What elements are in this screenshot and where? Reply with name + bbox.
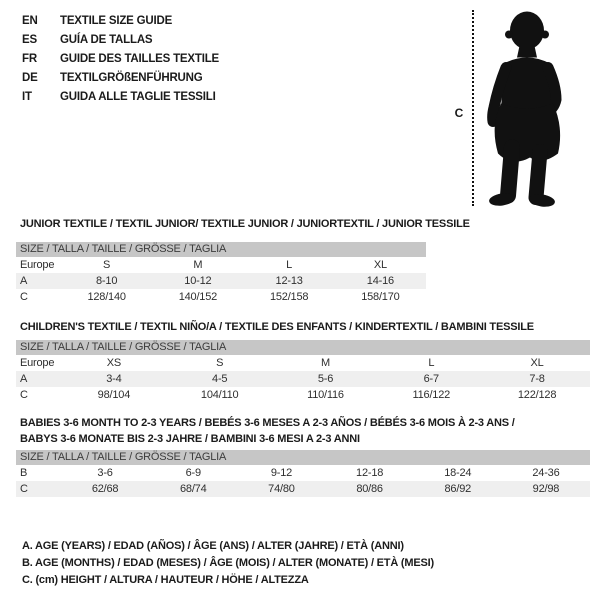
size-header-bar: SIZE / TALLA / TAILLE / GRÖSSE / TAGLIA	[16, 340, 590, 355]
cell: 24-36	[532, 467, 560, 479]
cell: 122/128	[517, 389, 557, 401]
babies-section-title	[20, 415, 515, 447]
table-row	[16, 355, 590, 371]
cell: 14-16	[366, 275, 394, 287]
cell: 68/74	[179, 483, 207, 495]
cell: 140/152	[178, 291, 218, 303]
language-code: FR	[22, 53, 37, 65]
height-measure-label: C	[454, 106, 464, 120]
cell: 18-24	[444, 467, 472, 479]
language-legend	[22, 12, 219, 107]
cell: 158/170	[361, 291, 400, 303]
babies-title-line-2: BABYS 3-6 MONATE BIS 2-3 JAHRE / BAMBINI 3-6 MESI A 2-3 ANNI	[20, 433, 360, 445]
cell: 152/158	[269, 291, 309, 303]
language-label: GUIDA ALLE TAGLIE TESSILI	[60, 91, 216, 103]
table-row	[16, 257, 426, 273]
cell: 12-13	[275, 275, 303, 287]
language-code: DE	[22, 72, 38, 84]
babies-size-table	[16, 450, 590, 497]
row-label: A	[20, 373, 28, 385]
footnote-b: B. AGE (MONTHS) / EDAD (MESES) / ÂGE (MOIS) / ALTER (MONATE) / ETÀ (MESI)	[22, 557, 434, 569]
table-row	[16, 481, 590, 497]
cell: 80/86	[356, 483, 383, 495]
row-label: A	[20, 275, 28, 287]
table-row	[16, 465, 590, 481]
cell: 92/98	[532, 483, 560, 495]
language-label: TEXTILGRÖßENFÜHRUNG	[60, 72, 203, 84]
language-code: EN	[22, 15, 38, 27]
language-code: IT	[22, 91, 32, 103]
language-row-de	[22, 69, 219, 88]
cell: 3-4	[106, 373, 122, 385]
footnote-c: C. (cm) HEIGHT / ALTURA / HAUTEUR / HÖHE / ALTEZZA	[22, 574, 309, 586]
table-row	[16, 289, 426, 305]
row-label: C	[20, 291, 28, 303]
cell: 6-9	[185, 467, 201, 479]
language-label: GUIDE DES TAILLES TEXTILE	[60, 53, 219, 65]
cell: L	[428, 357, 435, 369]
cell: 86/92	[444, 483, 472, 495]
footnote-a: A. AGE (YEARS) / EDAD (AÑOS) / ÂGE (ANS) / ALTER (JAHRE) / ETÀ (ANNI)	[22, 540, 404, 552]
table-row	[16, 387, 590, 403]
language-row-fr	[22, 50, 219, 69]
cell: 4-5	[212, 373, 228, 385]
language-code: ES	[22, 34, 37, 46]
toddler-silhouette-icon	[482, 7, 578, 208]
cell: S	[103, 259, 111, 271]
junior-section-title: JUNIOR TEXTILE / TEXTIL JUNIOR/ TEXTILE JUNIOR / JUNIORTEXTIL / JUNIOR TESSILE	[20, 218, 470, 230]
cell: 110/116	[307, 389, 344, 401]
babies-title-line-1: BABIES 3-6 MONTH TO 2-3 YEARS / BEBÉS 3-6 MESES A 2-3 AÑOS / BÉBÉS 3-6 MOIS À 2-3 ANS /	[20, 417, 515, 429]
cell: 7-8	[529, 373, 545, 385]
cell: 6-7	[423, 373, 439, 385]
size-header-bar: SIZE / TALLA / TAILLE / GRÖSSE / TAGLIA	[16, 450, 590, 465]
cell: S	[216, 357, 224, 369]
cell: 9-12	[270, 467, 293, 479]
row-label: B	[20, 467, 28, 479]
cell: 10-12	[184, 275, 212, 287]
cell: 104/110	[200, 389, 239, 401]
table-row	[16, 371, 590, 387]
cell: 62/68	[91, 483, 119, 495]
cell: 74/80	[268, 483, 295, 495]
cell: 98/104	[97, 389, 131, 401]
size-header-bar: SIZE / TALLA / TAILLE / GRÖSSE / TAGLIA	[16, 242, 426, 257]
row-label: C	[20, 483, 28, 495]
cell: 8-10	[96, 275, 118, 287]
cell: M	[321, 357, 330, 369]
row-label: Europe	[20, 357, 55, 369]
cell: 128/140	[87, 291, 126, 303]
language-row-en	[22, 12, 219, 31]
height-measure-dotted-line	[472, 10, 474, 206]
language-row-es	[22, 31, 219, 50]
language-row-it	[22, 88, 219, 107]
cell: XL	[530, 357, 544, 369]
cell: XL	[373, 259, 387, 271]
language-label: GUÍA DE TALLAS	[60, 34, 153, 46]
cell: XS	[106, 357, 122, 369]
cell: L	[286, 259, 293, 271]
cell: M	[193, 259, 203, 271]
cell: 12-18	[356, 467, 384, 479]
row-label: Europe	[20, 259, 55, 271]
row-label: C	[20, 389, 28, 401]
cell: 116/122	[412, 389, 451, 401]
cell: 5-6	[317, 373, 334, 385]
children-size-table	[16, 340, 590, 403]
footnotes	[22, 538, 434, 589]
language-label: TEXTILE SIZE GUIDE	[60, 15, 173, 27]
cell: 3-6	[97, 467, 113, 479]
junior-size-table	[16, 242, 426, 305]
table-row	[16, 273, 426, 289]
children-section-title: CHILDREN'S TEXTILE / TEXTIL NIÑO/A / TEXTILE DES ENFANTS / KINDERTEXTIL / BAMBINI TESSILE	[20, 321, 534, 333]
